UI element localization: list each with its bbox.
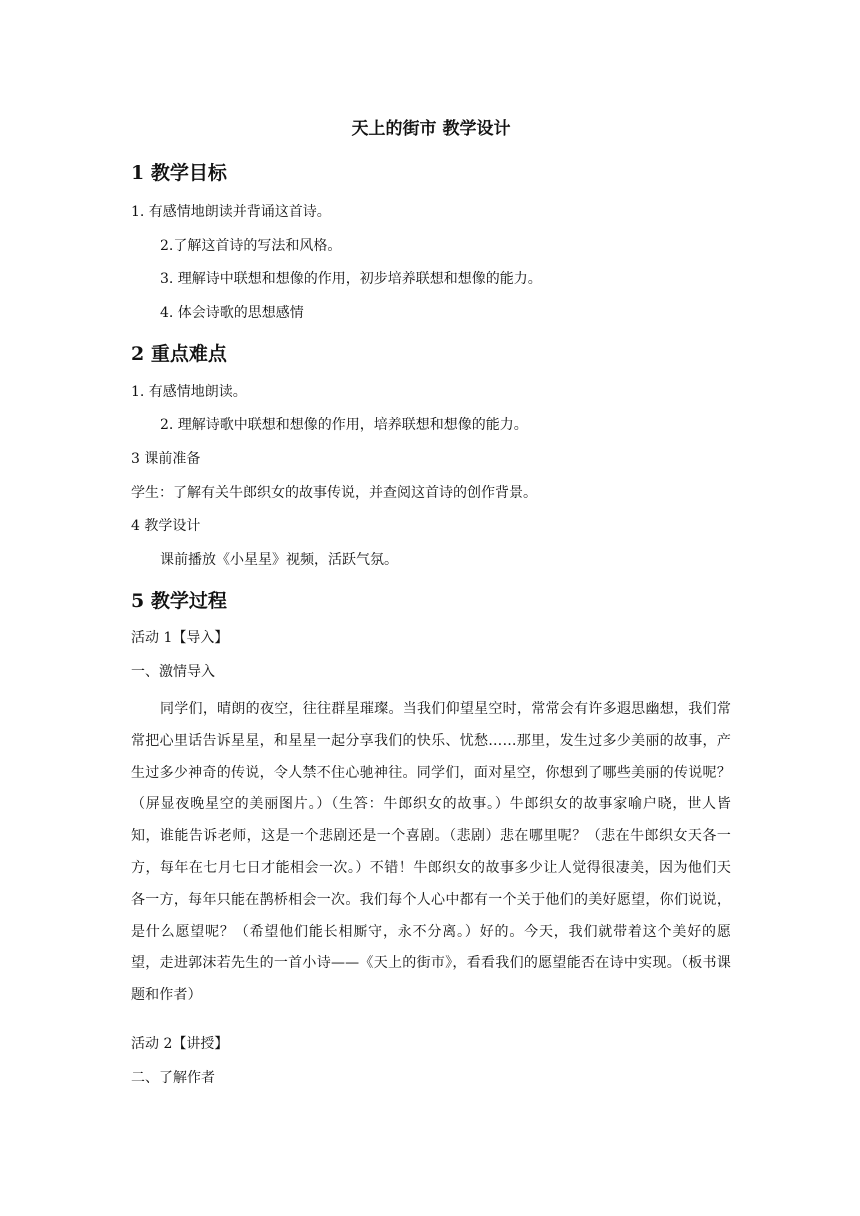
- preparation-text: 学生：了解有关牛郎织女的故事传说，并查阅这首诗的创作背景。: [131, 485, 537, 501]
- key-point-item-2: 2. 理解诗歌中联想和想像的作用，培养联想和想像的能力。: [160, 417, 528, 433]
- part-2-heading: 二、了解作者: [131, 1070, 215, 1086]
- section-heading-preparation: 3 课前准备: [131, 451, 201, 467]
- document-title: 天上的街市 教学设计: [351, 119, 511, 139]
- activity-2-label: 活动 2【讲授】: [131, 1036, 229, 1052]
- key-point-item-1: 1. 有感情地朗读。: [131, 384, 247, 400]
- goal-item-1: 1. 有感情地朗读并背诵这首诗。: [131, 204, 331, 220]
- section-heading-design: 4 教学设计: [131, 518, 201, 534]
- section-heading-goals: 1 教学目标: [131, 162, 227, 184]
- section-heading-key-points: 2 重点难点: [131, 343, 227, 365]
- design-text: 课前播放《小星星》视频，活跃气氛。: [160, 552, 398, 568]
- goal-item-3: 3. 理解诗中联想和想像的作用，初步培养联想和想像的能力。: [160, 271, 542, 287]
- part-1-heading: 一、激情导入: [131, 664, 215, 680]
- activity-1-label: 活动 1【导入】: [131, 630, 229, 646]
- goal-item-2: 2.了解这首诗的写法和风格。: [160, 238, 342, 254]
- section-heading-process: 5 教学过程: [131, 590, 227, 612]
- intro-paragraph: 同学们，晴朗的夜空，往往群星璀璨。当我们仰望星空时，常常会有许多遐思幽想，我们常常把心里话告诉星星，和星星一起分享我们的快乐、忧愁……那里，发生过多少美丽的故事，产生过多少神奇的传说，令人禁不住心驰神往。同学们，面对星空，你想到了哪些美丽的传说呢？（屏显夜晚星空的美丽图片。）（生答：牛郎织女的故事。）牛郎织女的故事家喻户晓，世人皆知，谁能告诉老师，这是一个悲剧还是一个喜剧。（悲剧）悲在哪里呢？（悲在牛郎织女天各一方，每年在七月七日才能相会一次。）不错！牛郎织女的故事多少让人觉得很凄美，因为他们天各一方，每年只能在鹊桥相会一次。我们每个人心中都有一个关于他们的美好愿望，你们说说，是什么愿望呢？（希望他们能长相厮守，永不分离。）好的。今天，我们就带着这个美好的愿望，走进郭沫若先生的一首小诗——《天上的街市》，看看我们的愿望能否在诗中实现。（板书课题和作者）: [131, 701, 731, 1004]
- goal-item-4: 4. 体会诗歌的思想感情: [160, 305, 304, 321]
